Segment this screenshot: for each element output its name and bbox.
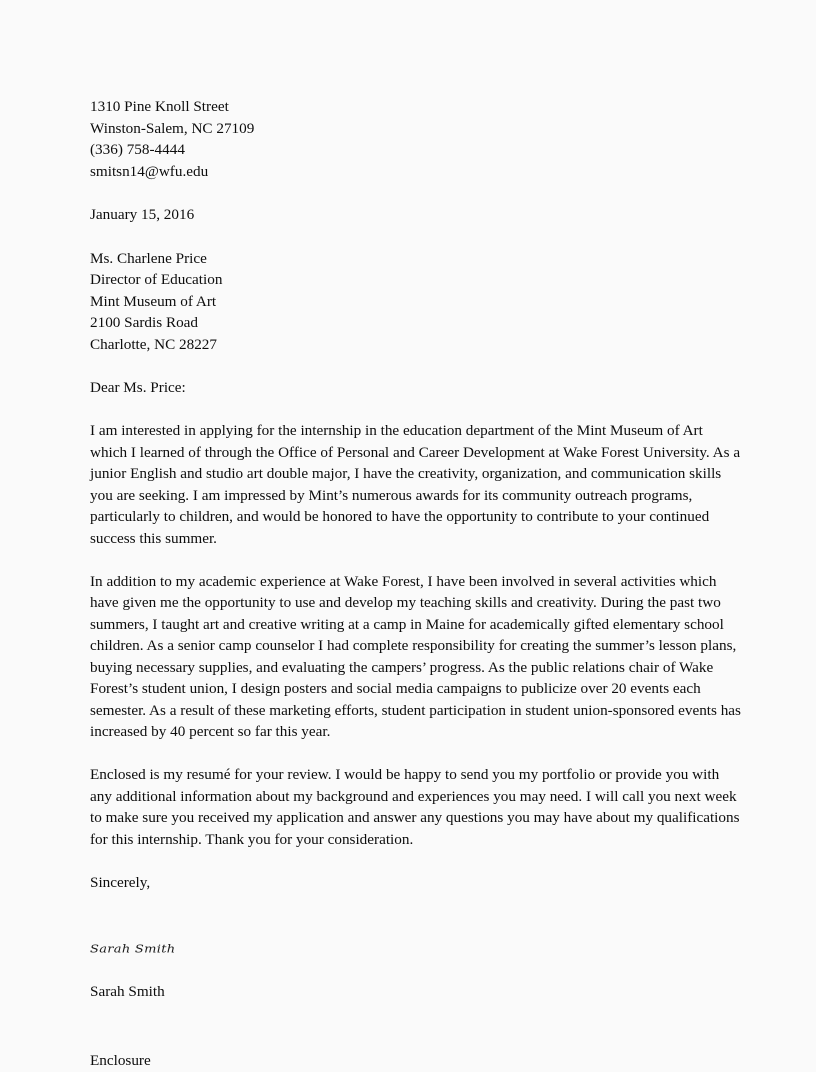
valediction: Sincerely,: [90, 873, 151, 891]
spacer-after-date: [90, 226, 742, 248]
spacer-before-paragraph-2: [90, 549, 742, 571]
recipient-street: 2100 Sardis Road: [90, 314, 198, 331]
spacer-before-enclosure: [90, 1002, 742, 1050]
spacer-after-sender: [90, 182, 742, 204]
handwritten-signature: Sarah Smith: [90, 943, 176, 956]
sender-address-block: [90, 96, 742, 182]
recipient-name: Ms. Charlene Price: [90, 249, 207, 267]
body-paragraph-2: In addition to my academic experience at Wake Forest, I have been involved in several activities which have given me the opportunity to use and develop my teaching skills and creativity. During the past two summers, I taught art and creative writing at a camp in Maine for academically gifted elementary school children. As a senior camp counselor I had complete responsibility for creating the summer’s lesson plans, buying necessary supplies, and evaluating the campers’ progress. As the public relations chair of Wake Forest’s student union, I design posters and social media campaigns to publicize over 20 events each semester. As a result of these marketing efforts, student participation in student union-sponsored events has increased by 40 percent so far this year.: [90, 572, 741, 740]
spacer-after-recipient: [90, 355, 742, 377]
sender-email: smitsn14@wfu.edu: [90, 162, 209, 180]
recipient-organization: Mint Museum of Art: [90, 292, 217, 310]
salutation: Dear Ms. Price:: [90, 379, 186, 396]
printed-name: Sarah Smith: [90, 982, 165, 1000]
recipient-title: Director of Education: [90, 271, 223, 288]
spacer-before-paragraph-1: [90, 399, 742, 421]
sender-phone: (336) 758-4444: [90, 141, 185, 158]
spacer-before-paragraph-3: [90, 743, 742, 765]
sender-street: 1310 Pine Knoll Street: [90, 98, 229, 115]
letter-date: January 15, 2016: [90, 206, 195, 223]
spacer-before-signature: [90, 893, 742, 939]
letter-body: [90, 96, 742, 1072]
body-paragraph-3: Enclosed is my resumé for your review. I would be happy to send you my portfolio or provide you with any additional information about my background and experiences you may need. I will call you next week to make sure you received my application and answer any questions you may have about my qualifications for this internship. Thank you for your consideration.: [90, 766, 740, 848]
recipient-address-block: [90, 248, 742, 356]
spacer-before-closing: [90, 850, 742, 872]
recipient-city-state-zip: Charlotte, NC 28227: [90, 335, 217, 353]
sender-city-state-zip: Winston-Salem, NC 27109: [90, 119, 255, 137]
spacer-after-signature: [90, 961, 742, 981]
body-paragraph-1: I am interested in applying for the internship in the education department of the Mint Museum of Art which I learned of through the Office of Personal and Career Development at Wake Forest University. As a junior English and studio art double major, I have the creativity, organization, and communication skills you are seeking. I am impressed by Mint’s numerous awards for its community outreach programs, particularly to children, and would be honored to have the opportunity to contribute to your continued success this summer.: [90, 422, 741, 547]
enclosure-note: Enclosure: [90, 1052, 151, 1069]
